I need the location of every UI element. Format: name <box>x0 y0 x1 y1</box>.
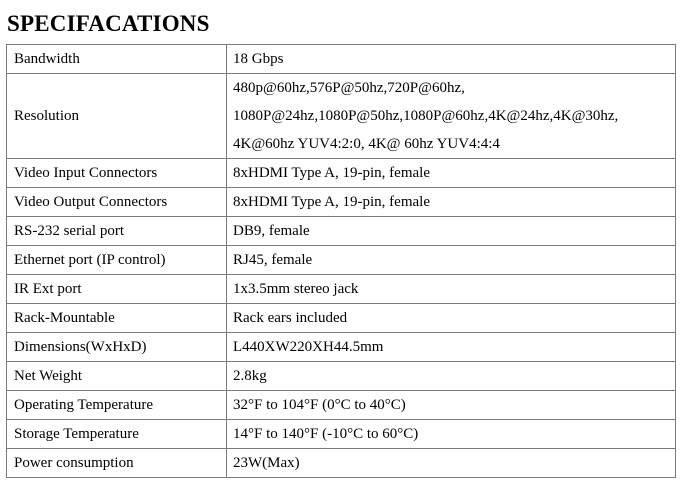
spec-label: Rack-Mountable <box>7 304 227 333</box>
table-row <box>7 449 676 478</box>
spec-value-line: 480p@60hz,576P@50hz,720P@60hz, <box>233 80 465 96</box>
spec-label: Resolution <box>7 74 227 159</box>
spec-value: RJ45, female <box>227 246 676 275</box>
specifications-table <box>6 44 676 478</box>
spec-value: 1x3.5mm stereo jack <box>227 275 676 304</box>
spec-value: 23W(Max) <box>227 449 676 478</box>
spec-value: DB9, female <box>227 217 676 246</box>
spec-value: 32°F to 104°F (0°C to 40°C) <box>227 391 676 420</box>
spec-label: Ethernet port (IP control) <box>7 246 227 275</box>
spec-label: RS-232 serial port <box>7 217 227 246</box>
spec-value: 14°F to 140°F (-10°C to 60°C) <box>227 420 676 449</box>
table-row <box>7 74 676 159</box>
spec-value <box>227 74 676 159</box>
spec-label: Net Weight <box>7 362 227 391</box>
spec-label: Dimensions(WxHxD) <box>7 333 227 362</box>
table-row <box>7 420 676 449</box>
spec-label: IR Ext port <box>7 275 227 304</box>
spec-label: Video Input Connectors <box>7 159 227 188</box>
page-title: SPECIFACATIONS <box>7 11 210 36</box>
spec-value: 18 Gbps <box>227 45 676 74</box>
spec-value-line: 4K@60hz YUV4:2:0, 4K@ 60hz YUV4:4:4 <box>233 136 500 152</box>
spec-label: Operating Temperature <box>7 391 227 420</box>
spec-value: 8xHDMI Type A, 19-pin, female <box>227 159 676 188</box>
table-row <box>7 246 676 275</box>
table-row <box>7 362 676 391</box>
table-row <box>7 333 676 362</box>
table-row <box>7 45 676 74</box>
spec-value: 8xHDMI Type A, 19-pin, female <box>227 188 676 217</box>
spec-value-line: 1080P@24hz,1080P@50hz,1080P@60hz,4K@24hz,4K@30hz, <box>233 108 619 124</box>
table-row <box>7 217 676 246</box>
spec-label: Power consumption <box>7 449 227 478</box>
spec-label: Bandwidth <box>7 45 227 74</box>
table-row <box>7 391 676 420</box>
spec-label: Video Output Connectors <box>7 188 227 217</box>
spec-value: 2.8kg <box>227 362 676 391</box>
table-row <box>7 275 676 304</box>
spec-value: Rack ears included <box>227 304 676 333</box>
table-row <box>7 304 676 333</box>
spec-label: Storage Temperature <box>7 420 227 449</box>
spec-value: L440XW220XH44.5mm <box>227 333 676 362</box>
table-row <box>7 159 676 188</box>
table-row <box>7 188 676 217</box>
